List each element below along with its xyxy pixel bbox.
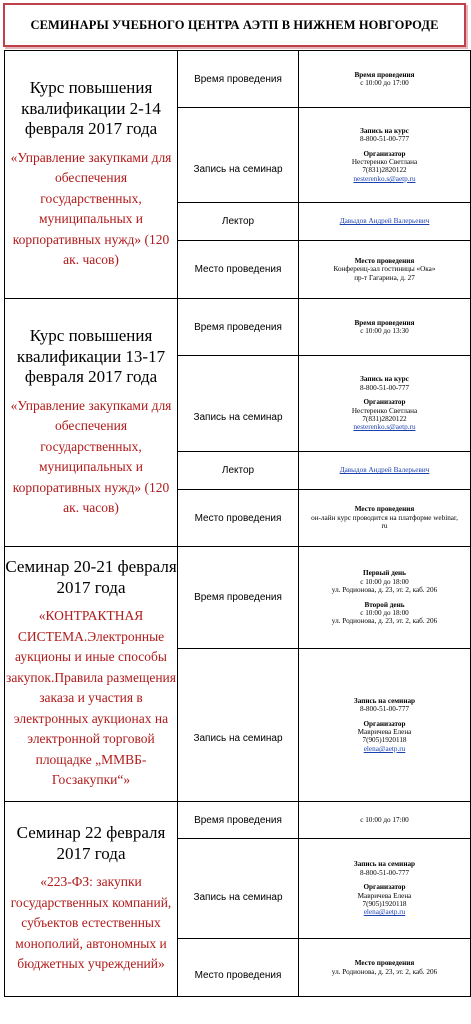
info-place (299, 490, 471, 547)
course-subtitle: «Управление закупками для обеспечения государственных, муниципальных и корпоративных нужд» (120 ак. часов) (10, 397, 172, 516)
info-value: ул. Родионова, д. 23, эт. 2, каб. 206 (331, 617, 438, 626)
info-time (299, 51, 471, 108)
info-heading: Место проведения (354, 959, 415, 968)
info-org-phone: 7(831)2820122 (362, 166, 407, 175)
info-phone: 8-800-51-00-777 (359, 705, 410, 714)
info-org-phone: 7(905)1920118 (362, 899, 407, 908)
label-lecturer: Лектор (178, 203, 299, 241)
info-org-heading: Организатор (363, 149, 406, 158)
email-link[interactable]: nesterenko.s@aetp.ru (353, 174, 416, 183)
course-title: Семинар 22 февраля 2017 года (16, 823, 166, 863)
info-phone: 8-800-51-00-777 (359, 868, 410, 877)
info-place-line: Конференц-зал гостиницы «Ока» (333, 265, 436, 274)
email-link[interactable]: elena@aetp.ru (363, 908, 406, 917)
info-signup (299, 108, 471, 203)
info-org-name: Нестеренко Светлана (351, 158, 418, 166)
info-heading: Первый день (363, 569, 406, 578)
info-heading: Запись на курс (360, 126, 409, 135)
lecturer-link[interactable]: Давыдов Андрей Валерьевич (339, 466, 430, 475)
info-value: ул. Родионова, д. 23, эт. 2, каб. 206 (331, 586, 438, 595)
course-title: Семинар 20-21 февраля 2017 года (5, 557, 177, 597)
course-subtitle: «КОНТРАКТНАЯ СИСТЕМА.Электронные аукционы и иные способы закупок.Правила размещения заказа и участия в электронных аукционах на электронной торговой площадке „ММВБ-Госзакупки“» (5, 608, 176, 788)
course-cell (5, 51, 178, 299)
table-row (5, 299, 471, 356)
info-signup (299, 356, 471, 452)
table-row (5, 51, 471, 108)
label-time: Время проведения (178, 299, 299, 356)
page-header (3, 3, 466, 47)
info-value: с 10:00 до 13:30 (360, 327, 409, 335)
course-cell (5, 299, 178, 547)
info-phone: 8-800-51-00-777 (359, 135, 410, 144)
info-org-heading: Организатор (363, 719, 406, 728)
label-time: Время проведения (178, 51, 299, 108)
info-lecturer (299, 452, 471, 490)
info-org-name: Мавричева Елена (357, 891, 412, 900)
label-signup: Запись на семинар (178, 356, 299, 452)
info-place (299, 939, 471, 997)
info-org-name: Нестеренко Светлана (351, 406, 418, 415)
label-place: Место проведения (178, 241, 299, 299)
label-signup: Запись на семинар (178, 108, 299, 203)
info-heading: Место проведения (354, 505, 415, 514)
course-cell (5, 802, 178, 997)
info-org-phone: 7(905)1920118 (362, 736, 407, 745)
info-signup (299, 649, 471, 802)
label-place: Место проведения (178, 490, 299, 547)
label-signup: Запись на семинар (178, 839, 299, 939)
info-heading: Место проведения (354, 256, 415, 265)
info-place-line: он-лайн курс проводится на платформе webinar, (311, 513, 458, 522)
info-time (299, 547, 471, 649)
info-org-name: Мавричева Елена (357, 728, 412, 736)
table-row (5, 802, 471, 839)
info-heading: Запись на курс (360, 375, 409, 384)
info-org-heading: Организатор (363, 398, 406, 407)
info-heading: Запись на семинар (353, 696, 416, 705)
info-lecturer (299, 203, 471, 241)
info-place (299, 241, 471, 299)
info-heading: Запись на семинар (353, 860, 416, 869)
course-title: Курс повышения квалификации 2-14 февраля 2017 года (21, 78, 161, 139)
course-cell (5, 547, 178, 802)
email-link[interactable]: elena@aetp.ru (363, 744, 406, 753)
label-time: Время проведения (178, 547, 299, 649)
info-time (299, 802, 471, 839)
info-value: с 10:00 до 18:00 (360, 608, 409, 617)
info-value: с 10:00 до 17:00 (360, 815, 409, 824)
table-row (5, 547, 471, 649)
info-place-line: пр-т Гагарина, д. 27 (354, 273, 415, 282)
info-heading: Время проведения (354, 70, 415, 79)
course-subtitle: «Управление закупками для обеспечения государственных, муниципальных и корпоративных нужд» (120 ак. часов) (10, 149, 172, 268)
info-value: с 10:00 до 17:00 (360, 79, 409, 87)
info-time (299, 299, 471, 356)
label-signup: Запись на семинар (178, 649, 299, 802)
label-lecturer: Лектор (178, 452, 299, 490)
email-link[interactable]: nesterenko.s@aetp.ru (353, 423, 416, 432)
info-place-line: ru (381, 522, 388, 531)
label-place: Место проведения (178, 939, 299, 997)
info-org-heading: Организатор (363, 883, 406, 892)
info-phone: 8-800-51-00-777 (359, 383, 410, 392)
info-value: с 10:00 до 18:00 (360, 577, 409, 586)
info-heading: Время проведения (354, 318, 415, 327)
info-signup (299, 839, 471, 939)
label-time: Время проведения (178, 802, 299, 839)
lecturer-link[interactable]: Давыдов Андрей Валерьевич (339, 217, 430, 226)
course-subtitle: «223-ФЗ: закупки государственных компаний, субъектов естественных монополий, автономных и бюджетных учреждений» (10, 874, 172, 972)
course-title: Курс повышения квалификации 13-17 февраля 2017 года (16, 326, 166, 387)
page-title: СЕМИНАРЫ УЧЕБНОГО ЦЕНТРА АЭТП В НИЖНЕМ НОВГОРОДЕ (30, 17, 439, 32)
info-org-phone: 7(831)2820122 (362, 414, 407, 423)
info-place-line: ул. Родионова, д. 23, эт. 2, каб. 206 (331, 967, 438, 976)
info-heading: Второй день (364, 600, 405, 609)
seminar-table (4, 50, 471, 997)
